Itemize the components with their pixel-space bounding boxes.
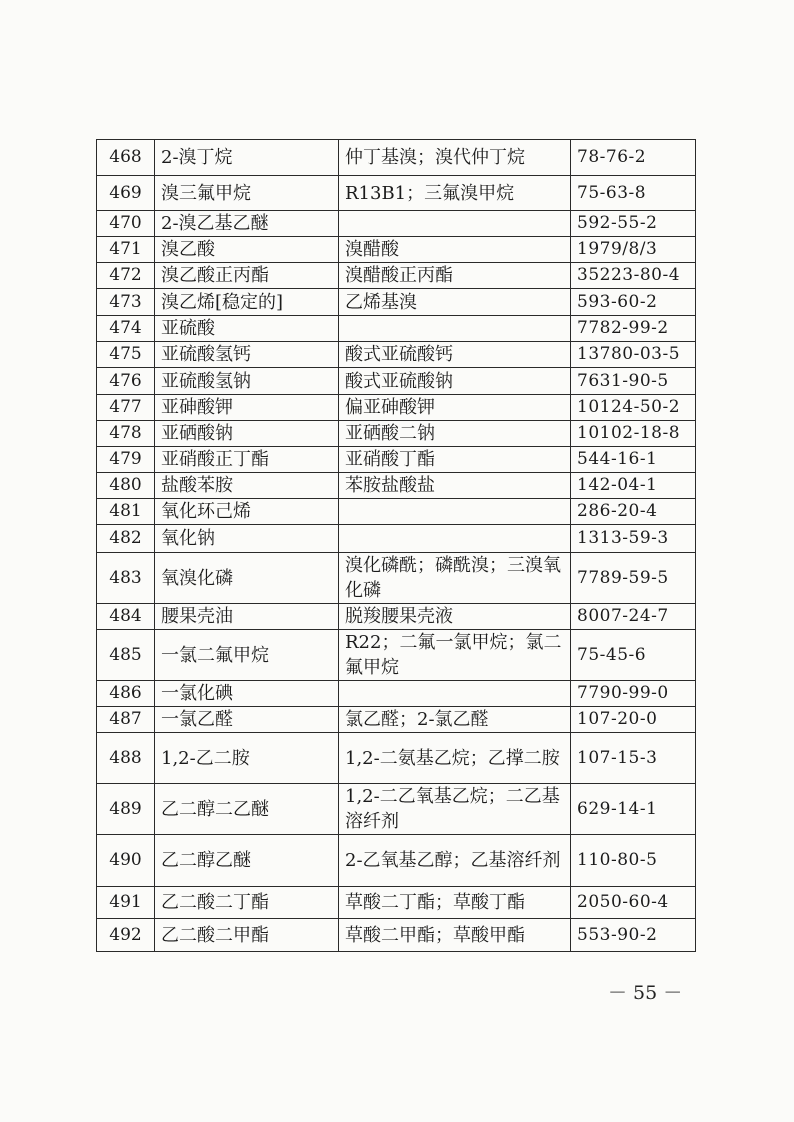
- chemical-name-cell: 乙二酸二丁酯: [155, 887, 339, 919]
- cas-number-cell: 107-20-0: [571, 707, 696, 733]
- table-row: [97, 140, 696, 176]
- table-row: [97, 316, 696, 342]
- row-number-cell: 477: [97, 395, 155, 421]
- chemical-table: [96, 139, 696, 952]
- alias-cell: 1,2-二氨基乙烷；乙撑二胺: [339, 733, 571, 784]
- table-row: [97, 604, 696, 630]
- chemical-name-cell: 2-溴丁烷: [155, 140, 339, 176]
- chemical-name-cell: 一氯乙醛: [155, 707, 339, 733]
- cas-number-cell: 553-90-2: [571, 919, 696, 952]
- chemical-name-cell: 乙二醇二乙醚: [155, 784, 339, 835]
- table-row: [97, 289, 696, 316]
- table-row: [97, 368, 696, 395]
- row-number-cell: 492: [97, 919, 155, 952]
- alias-cell: 亚硝酸丁酯: [339, 447, 571, 473]
- cas-number-cell: 2050-60-4: [571, 887, 696, 919]
- row-number-cell: 488: [97, 733, 155, 784]
- row-number-cell: 472: [97, 263, 155, 289]
- cas-number-cell: 110-80-5: [571, 835, 696, 887]
- cas-number-cell: 13780-03-5: [571, 342, 696, 368]
- table-row: [97, 784, 696, 835]
- row-number-cell: 489: [97, 784, 155, 835]
- row-number-cell: 482: [97, 525, 155, 553]
- cas-number-cell: 10102-18-8: [571, 421, 696, 447]
- cas-number-cell: 629-14-1: [571, 784, 696, 835]
- alias-cell: [339, 681, 571, 707]
- alias-cell: [339, 211, 571, 237]
- cas-number-cell: 593-60-2: [571, 289, 696, 316]
- chemical-name-cell: 亚硫酸氢钠: [155, 368, 339, 395]
- alias-cell: 仲丁基溴；溴代仲丁烷: [339, 140, 571, 176]
- alias-cell: 溴醋酸正丙酯: [339, 263, 571, 289]
- row-number-cell: 480: [97, 473, 155, 499]
- table-row: [97, 887, 696, 919]
- alias-cell: R22；二氟一氯甲烷；氯二氟甲烷: [339, 630, 571, 681]
- table-row: [97, 553, 696, 604]
- cas-number-cell: 107-15-3: [571, 733, 696, 784]
- table-row: [97, 473, 696, 499]
- cas-number-cell: 8007-24-7: [571, 604, 696, 630]
- chemical-name-cell: 亚砷酸钾: [155, 395, 339, 421]
- row-number-cell: 486: [97, 681, 155, 707]
- row-number-cell: 474: [97, 316, 155, 342]
- row-number-cell: 490: [97, 835, 155, 887]
- page-number: － 55 －: [608, 982, 683, 1004]
- cas-number-cell: 592-55-2: [571, 211, 696, 237]
- row-number-cell: 484: [97, 604, 155, 630]
- cas-number-cell: 142-04-1: [571, 473, 696, 499]
- table-row: [97, 395, 696, 421]
- cas-number-cell: 10124-50-2: [571, 395, 696, 421]
- cas-number-cell: 75-45-6: [571, 630, 696, 681]
- cas-number-cell: 1979/8/3: [571, 237, 696, 263]
- alias-cell: [339, 525, 571, 553]
- table-row: [97, 237, 696, 263]
- alias-cell: 草酸二丁酯；草酸丁酯: [339, 887, 571, 919]
- row-number-cell: 478: [97, 421, 155, 447]
- chemical-name-cell: 盐酸苯胺: [155, 473, 339, 499]
- alias-cell: 酸式亚硫酸钙: [339, 342, 571, 368]
- alias-cell: 亚硒酸二钠: [339, 421, 571, 447]
- row-number-cell: 481: [97, 499, 155, 525]
- cas-number-cell: 7782-99-2: [571, 316, 696, 342]
- alias-cell: [339, 499, 571, 525]
- chemical-name-cell: 溴乙烯[稳定的]: [155, 289, 339, 316]
- chemical-name-cell: 氧化环己烯: [155, 499, 339, 525]
- table-row: [97, 421, 696, 447]
- chemical-name-cell: 亚硒酸钠: [155, 421, 339, 447]
- chemical-name-cell: 一氯二氟甲烷: [155, 630, 339, 681]
- row-number-cell: 468: [97, 140, 155, 176]
- row-number-cell: 470: [97, 211, 155, 237]
- chemical-name-cell: 氧溴化磷: [155, 553, 339, 604]
- table-row: [97, 707, 696, 733]
- cas-number-cell: 1313-59-3: [571, 525, 696, 553]
- alias-cell: 草酸二甲酯；草酸甲酯: [339, 919, 571, 952]
- alias-cell: 乙烯基溴: [339, 289, 571, 316]
- alias-cell: 酸式亚硫酸钠: [339, 368, 571, 395]
- table-row: [97, 919, 696, 952]
- row-number-cell: 483: [97, 553, 155, 604]
- table-row: [97, 835, 696, 887]
- cas-number-cell: 544-16-1: [571, 447, 696, 473]
- row-number-cell: 473: [97, 289, 155, 316]
- row-number-cell: 487: [97, 707, 155, 733]
- table-row: [97, 733, 696, 784]
- cas-number-cell: 7631-90-5: [571, 368, 696, 395]
- row-number-cell: 485: [97, 630, 155, 681]
- row-number-cell: 469: [97, 176, 155, 211]
- cas-number-cell: 75-63-8: [571, 176, 696, 211]
- table-row: [97, 681, 696, 707]
- table-row: [97, 525, 696, 553]
- alias-cell: [339, 316, 571, 342]
- table-row: [97, 176, 696, 211]
- chemical-name-cell: 溴三氟甲烷: [155, 176, 339, 211]
- chemical-name-cell: 溴乙酸: [155, 237, 339, 263]
- row-number-cell: 476: [97, 368, 155, 395]
- chemical-name-cell: 腰果壳油: [155, 604, 339, 630]
- row-number-cell: 491: [97, 887, 155, 919]
- cas-number-cell: 7789-59-5: [571, 553, 696, 604]
- row-number-cell: 471: [97, 237, 155, 263]
- cas-number-cell: 286-20-4: [571, 499, 696, 525]
- row-number-cell: 479: [97, 447, 155, 473]
- row-number-cell: 475: [97, 342, 155, 368]
- chemical-name-cell: 亚硫酸: [155, 316, 339, 342]
- alias-cell: 溴醋酸: [339, 237, 571, 263]
- alias-cell: 偏亚砷酸钾: [339, 395, 571, 421]
- alias-cell: 溴化磷酰；磷酰溴；三溴氧化磷: [339, 553, 571, 604]
- table-row: [97, 263, 696, 289]
- cas-number-cell: 78-76-2: [571, 140, 696, 176]
- table-row: [97, 499, 696, 525]
- alias-cell: 苯胺盐酸盐: [339, 473, 571, 499]
- alias-cell: 1,2-二乙氧基乙烷；二乙基溶纤剂: [339, 784, 571, 835]
- cas-number-cell: 35223-80-4: [571, 263, 696, 289]
- chemical-name-cell: 亚硝酸正丁酯: [155, 447, 339, 473]
- chemical-name-cell: 2-溴乙基乙醚: [155, 211, 339, 237]
- alias-cell: R13B1；三氟溴甲烷: [339, 176, 571, 211]
- table-row: [97, 630, 696, 681]
- alias-cell: 脱羧腰果壳液: [339, 604, 571, 630]
- chemical-name-cell: 1,2-乙二胺: [155, 733, 339, 784]
- chemical-name-cell: 一氯化碘: [155, 681, 339, 707]
- alias-cell: 2-乙氧基乙醇；乙基溶纤剂: [339, 835, 571, 887]
- chemical-name-cell: 溴乙酸正丙酯: [155, 263, 339, 289]
- chemical-table-body: [97, 140, 696, 952]
- chemical-name-cell: 乙二醇乙醚: [155, 835, 339, 887]
- chemical-name-cell: 氧化钠: [155, 525, 339, 553]
- cas-number-cell: 7790-99-0: [571, 681, 696, 707]
- table-row: [97, 447, 696, 473]
- chemical-name-cell: 亚硫酸氢钙: [155, 342, 339, 368]
- table-row: [97, 211, 696, 237]
- table-row: [97, 342, 696, 368]
- chemical-name-cell: 乙二酸二甲酯: [155, 919, 339, 952]
- alias-cell: 氯乙醛；2-氯乙醛: [339, 707, 571, 733]
